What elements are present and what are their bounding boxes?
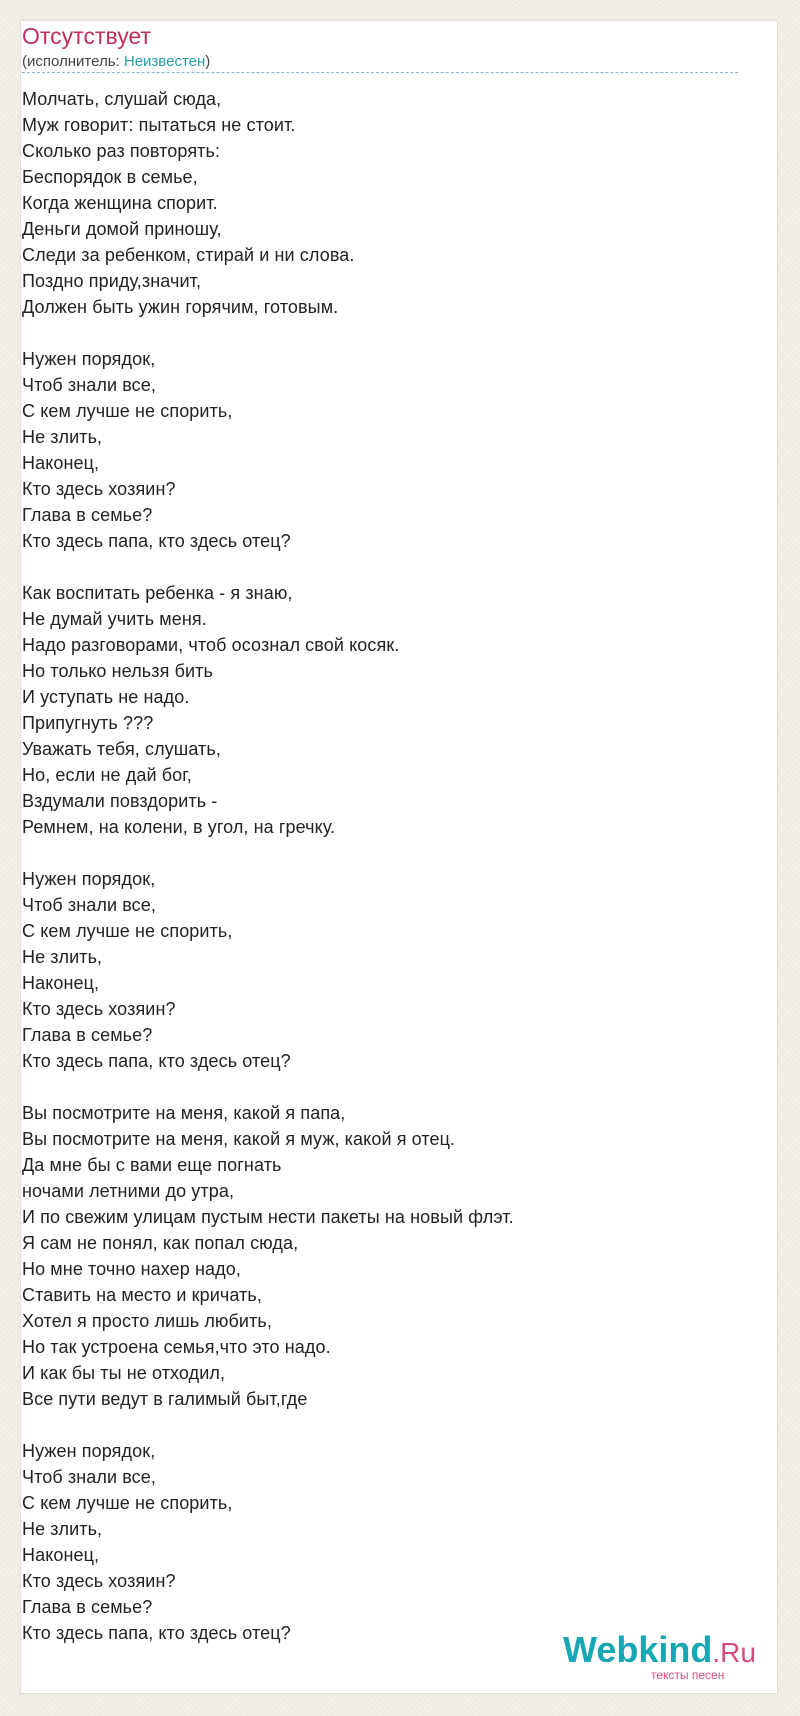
lyric-line: Не злить, (22, 947, 103, 967)
lyric-line: И по свежим улицам пустым нести пакеты на новый флэт. (22, 1207, 514, 1227)
lyric-line: Ремнем, на колени, в угол, на гречку. (22, 817, 336, 837)
lyric-line: Но только нельзя бить (22, 661, 213, 681)
stanza-gap (22, 554, 742, 580)
lyric-line: Кто здесь папа, кто здесь отец? (22, 1623, 291, 1643)
header-divider (22, 72, 738, 73)
lyric-line: Хотел я просто лишь любить, (22, 1311, 273, 1331)
logo-wordmark (563, 1630, 756, 1673)
song-title: Отсутствует (22, 23, 151, 49)
lyric-line: Наконец, (22, 453, 100, 473)
lyric-line: С кем лучше не спорить, (22, 401, 233, 421)
lyric-line: Вздумали повздорить - (22, 791, 218, 811)
artist-suffix: ) (205, 53, 211, 70)
lyric-line: Нужен порядок, (22, 869, 156, 889)
lyric-line: Надо разговорами, чтоб осознал свой косяк. (22, 635, 400, 655)
lyric-line: Как воспитать ребенка - я знаю, (22, 583, 293, 603)
logo-main-text: Webkind (563, 1629, 713, 1670)
lyric-line: И как бы ты не отходил, (22, 1363, 226, 1383)
lyric-line: С кем лучше не спорить, (22, 1493, 233, 1513)
lyric-line: Чтоб знали все, (22, 1467, 156, 1487)
lyric-line: Кто здесь папа, кто здесь отец? (22, 531, 291, 551)
lyric-line: Поздно приду,значит, (22, 271, 202, 291)
lyric-line: Уважать тебя, слушать, (22, 739, 221, 759)
lyric-line: Чтоб знали все, (22, 895, 156, 915)
lyric-line: Не думай учить меня. (22, 609, 207, 629)
lyric-line: С кем лучше не спорить, (22, 921, 233, 941)
song-header (22, 22, 758, 72)
lyric-line: Припугнуть ??? (22, 713, 154, 733)
site-logo[interactable] (563, 1630, 773, 1688)
lyric-line: Не злить, (22, 427, 103, 447)
lyric-line: ночами летними до утра, (22, 1181, 235, 1201)
artist-link[interactable]: Неизвестен (123, 53, 206, 70)
lyric-line: Глава в семье? (22, 1025, 153, 1045)
lyric-line: Кто здесь папа, кто здесь отец? (22, 1051, 291, 1071)
lyric-line: Но, если не дай бог, (22, 765, 192, 785)
lyric-line: Деньги домой приношу, (22, 219, 222, 239)
lyric-line: Глава в семье? (22, 1597, 153, 1617)
lyric-line: Молчать, слушай сюда, (22, 89, 222, 109)
stanza-gap (22, 1412, 742, 1438)
lyric-line: Да мне бы с вами еще погнать (22, 1155, 282, 1175)
stanza-gap (22, 1074, 742, 1100)
lyric-line: Ставить на место и кричать, (22, 1285, 262, 1305)
lyric-line: Кто здесь хозяин? (22, 999, 176, 1019)
artist-prefix: (исполнитель: (22, 53, 124, 70)
logo-tagline: тексты песен (651, 1668, 725, 1682)
stanza-gap (22, 320, 742, 346)
lyric-line: Я сам не понял, как попал сюда, (22, 1233, 299, 1253)
lyric-line: Все пути ведут в галимый быт,где (22, 1389, 308, 1409)
logo-suffix-text: .Ru (712, 1637, 756, 1668)
lyric-line: Муж говорит: пытаться не стоит. (22, 115, 296, 135)
lyrics-body (22, 86, 742, 1646)
lyric-line: Наконец, (22, 1545, 100, 1565)
lyric-line: Не злить, (22, 1519, 103, 1539)
lyric-line: Но мне точно нахер надо, (22, 1259, 241, 1279)
lyric-line: Беспорядок в семье, (22, 167, 198, 187)
lyric-line: Следи за ребенком, стирай и ни слова. (22, 245, 355, 265)
lyric-line: Когда женщина спорит. (22, 193, 218, 213)
stanza-gap (22, 840, 742, 866)
lyric-line: Наконец, (22, 973, 100, 993)
lyric-line: Кто здесь хозяин? (22, 479, 176, 499)
lyric-line: Чтоб знали все, (22, 375, 156, 395)
artist-line (22, 52, 758, 72)
lyric-line: Нужен порядок, (22, 349, 156, 369)
lyric-line: И уступать не надо. (22, 687, 190, 707)
lyric-line: Кто здесь хозяин? (22, 1571, 176, 1591)
lyric-line: Глава в семье? (22, 505, 153, 525)
lyric-line: Вы посмотрите на меня, какой я муж, какой я отец. (22, 1129, 456, 1149)
lyric-line: Но так устроена семья,что это надо. (22, 1337, 331, 1357)
lyric-line: Должен быть ужин горячим, готовым. (22, 297, 339, 317)
lyric-line: Сколько раз повторять: (22, 141, 221, 161)
lyric-line: Вы посмотрите на меня, какой я папа, (22, 1103, 346, 1123)
lyric-line: Нужен порядок, (22, 1441, 156, 1461)
